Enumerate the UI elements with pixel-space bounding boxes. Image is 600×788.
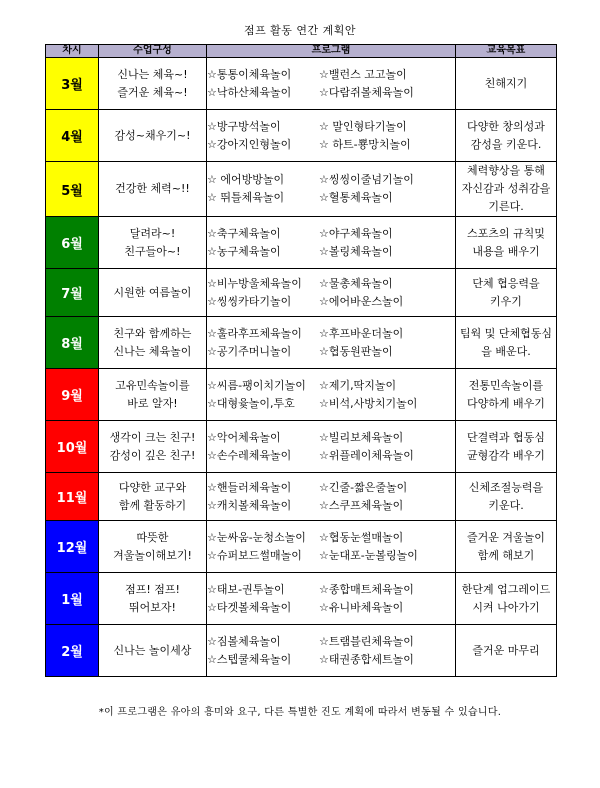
theme-cell bbox=[99, 110, 207, 162]
goal-cell bbox=[456, 269, 557, 317]
goal-line: 체력향상을 통해 bbox=[467, 164, 545, 177]
program-line bbox=[207, 171, 455, 189]
program-item: ☆방구방석놀이 bbox=[207, 119, 281, 133]
goal-cell bbox=[456, 421, 557, 473]
program-line bbox=[207, 599, 455, 617]
program-item: ☆슈퍼보드썰매놀이 bbox=[207, 548, 302, 562]
goal-line: 키우기 bbox=[490, 294, 522, 308]
program-item: ☆트램블린체육놀이 bbox=[319, 634, 414, 648]
program-line bbox=[207, 343, 455, 361]
program-line bbox=[207, 243, 455, 261]
goal-line: 키운다. bbox=[488, 498, 524, 512]
program-line bbox=[207, 84, 455, 102]
theme-line: 겨울놀이해보기! bbox=[113, 548, 192, 562]
program-line bbox=[207, 547, 455, 565]
program-item: ☆악어체육놀이 bbox=[207, 430, 281, 444]
footnote: *이 프로그램은 유아의 흥미와 요구, 다른 특별한 진도 계획에 따라서 변동될 수 있습니다. bbox=[98, 707, 502, 718]
program-line bbox=[207, 136, 455, 154]
program-cell bbox=[207, 162, 456, 217]
theme-line: 친구들아~! bbox=[124, 244, 181, 258]
theme-line: 점프! 점프! bbox=[125, 582, 180, 596]
program-item: ☆ 말인형타기놀이 bbox=[319, 119, 407, 133]
theme-cell bbox=[99, 162, 207, 217]
program-item: ☆훌라후프체육놀이 bbox=[207, 326, 302, 340]
program-item: ☆협동눈썰매놀이 bbox=[319, 530, 404, 544]
month-cell: 10월 bbox=[46, 421, 99, 473]
theme-line: 감성이 깊은 친구! bbox=[109, 448, 196, 462]
program-item: ☆볼링체육놀이 bbox=[319, 244, 393, 258]
theme-line: 다양한 교구와 bbox=[118, 480, 187, 494]
table-row bbox=[46, 369, 557, 421]
program-cell bbox=[207, 573, 456, 625]
program-item: ☆스쿠프체육놀이 bbox=[319, 498, 404, 512]
program-item: ☆강아지인형놀이 bbox=[207, 137, 292, 151]
program-item: ☆타겟볼체육놀이 bbox=[207, 600, 292, 614]
program-item: ☆위플레이체육놀이 bbox=[319, 448, 414, 462]
program-line bbox=[207, 189, 455, 207]
program-line bbox=[207, 293, 455, 311]
annual-plan-table bbox=[45, 44, 557, 677]
header-composition: 수업구성 bbox=[99, 45, 207, 58]
program-cell bbox=[207, 369, 456, 421]
goal-line: 을 배운다. bbox=[481, 344, 531, 358]
goal-line: 전통민속놀이를 bbox=[468, 378, 544, 392]
program-line bbox=[207, 447, 455, 465]
theme-cell bbox=[99, 573, 207, 625]
theme-line: 즐거운 체육~! bbox=[117, 85, 188, 99]
header-goal: 교육목표 bbox=[456, 45, 557, 58]
program-line bbox=[207, 479, 455, 497]
program-cell bbox=[207, 217, 456, 269]
table-row bbox=[46, 317, 557, 369]
program-item: ☆씨름-팽이치기놀이 bbox=[207, 378, 306, 392]
theme-cell bbox=[99, 421, 207, 473]
goal-line: 단체 협응력을 bbox=[472, 276, 540, 290]
program-item: ☆ 에어방방놀이 bbox=[207, 173, 285, 186]
program-item: ☆협동원판놀이 bbox=[319, 344, 393, 358]
program-item: ☆대형윷놀이,투호 bbox=[207, 396, 295, 410]
program-cell bbox=[207, 625, 456, 677]
month-cell: 5월 bbox=[46, 162, 99, 217]
program-line bbox=[207, 497, 455, 515]
theme-cell bbox=[99, 269, 207, 317]
program-line bbox=[207, 325, 455, 343]
theme-cell bbox=[99, 369, 207, 421]
program-item: ☆씽씽카타기놀이 bbox=[207, 294, 292, 308]
program-item: ☆물총체육놀이 bbox=[319, 276, 393, 290]
goal-cell bbox=[456, 369, 557, 421]
theme-line: 뛰어보자! bbox=[129, 600, 176, 614]
program-line bbox=[207, 275, 455, 293]
program-item: ☆혈통체육놀이 bbox=[319, 191, 393, 204]
program-item: ☆농구체육놀이 bbox=[207, 244, 281, 258]
program-cell bbox=[207, 110, 456, 162]
month-cell: 6월 bbox=[46, 217, 99, 269]
program-cell bbox=[207, 521, 456, 573]
program-item: ☆후프바운더놀이 bbox=[319, 326, 404, 340]
goal-line: 균형감각 배우기 bbox=[467, 448, 545, 462]
theme-cell bbox=[99, 625, 207, 677]
goal-line: 즐거운 겨울놀이 bbox=[467, 530, 545, 544]
program-item: ☆종합매트체육놀이 bbox=[319, 582, 414, 596]
program-line bbox=[207, 118, 455, 136]
goal-cell bbox=[456, 625, 557, 677]
table-row bbox=[46, 217, 557, 269]
theme-line: 함께 활동하기 bbox=[118, 498, 187, 512]
program-line bbox=[207, 651, 455, 669]
program-item: ☆핸들러체육놀이 bbox=[207, 480, 292, 494]
program-cell bbox=[207, 58, 456, 110]
table-row bbox=[46, 473, 557, 521]
month-cell: 11월 bbox=[46, 473, 99, 521]
program-item: ☆짐볼체육놀이 bbox=[207, 634, 281, 648]
goal-line: 함께 해보기 bbox=[477, 548, 535, 562]
theme-line: 생각이 크는 친구! bbox=[109, 430, 196, 444]
table-row bbox=[46, 162, 557, 217]
program-item: ☆축구체육놀이 bbox=[207, 226, 281, 240]
program-item: ☆ 뛰틀체육놀이 bbox=[207, 191, 285, 204]
program-item: ☆비석,사방치기놀이 bbox=[319, 396, 418, 410]
program-line bbox=[207, 429, 455, 447]
program-item: ☆긴줄-짧은줄놀이 bbox=[319, 480, 408, 494]
program-item: ☆태보-권투놀이 bbox=[207, 582, 285, 596]
program-item: ☆에어바운스놀이 bbox=[319, 294, 404, 308]
table-row bbox=[46, 625, 557, 677]
program-item: ☆손수레체육놀이 bbox=[207, 448, 292, 462]
program-item: ☆통통이체육놀이 bbox=[207, 67, 292, 81]
month-cell: 9월 bbox=[46, 369, 99, 421]
goal-line: 내용을 배우기 bbox=[472, 244, 540, 258]
program-cell bbox=[207, 473, 456, 521]
program-item: ☆스텝쿨체육놀이 bbox=[207, 652, 292, 666]
program-line bbox=[207, 395, 455, 413]
program-cell bbox=[207, 421, 456, 473]
goal-line: 기른다. bbox=[488, 200, 524, 213]
goal-cell bbox=[456, 317, 557, 369]
program-item: ☆씽씽이줄넘기놀이 bbox=[319, 173, 414, 186]
header-program: 프로그램 bbox=[207, 45, 456, 58]
month-cell: 7월 bbox=[46, 269, 99, 317]
theme-line: 신나는 놀이세상 bbox=[113, 643, 192, 657]
goal-cell bbox=[456, 573, 557, 625]
month-cell: 3월 bbox=[46, 58, 99, 110]
goal-line: 단결력과 협동심 bbox=[467, 430, 545, 444]
program-item: ☆야구체육놀이 bbox=[319, 226, 393, 240]
theme-cell bbox=[99, 217, 207, 269]
month-cell: 12월 bbox=[46, 521, 99, 573]
program-item: ☆태권종합세트놀이 bbox=[319, 652, 414, 666]
goal-line: 다양하게 배우기 bbox=[467, 396, 545, 410]
theme-cell bbox=[99, 473, 207, 521]
goal-line: 팀웍 및 단체협동심 bbox=[459, 326, 552, 340]
theme-cell bbox=[99, 521, 207, 573]
goal-cell bbox=[456, 521, 557, 573]
program-item: ☆제기,딱지놀이 bbox=[319, 378, 397, 392]
table-row bbox=[46, 421, 557, 473]
program-item: ☆유니바체육놀이 bbox=[319, 600, 404, 614]
theme-line: 시원한 여름놀이 bbox=[113, 285, 192, 299]
theme-line: 신나는 체육놀이 bbox=[113, 344, 192, 358]
goal-line: 친해지기 bbox=[484, 76, 528, 90]
theme-line: 친구와 함께하는 bbox=[113, 326, 192, 340]
theme-line: 건강한 체력~!! bbox=[115, 182, 190, 195]
goal-line: 감성을 키운다. bbox=[470, 137, 542, 151]
goal-cell bbox=[456, 217, 557, 269]
month-cell: 2월 bbox=[46, 625, 99, 677]
program-item: ☆낙하산체육놀이 bbox=[207, 85, 292, 99]
program-item: ☆다람쥐볼체육놀이 bbox=[319, 85, 414, 99]
theme-cell bbox=[99, 317, 207, 369]
page-title: 점프 활동 연간 계획안 bbox=[243, 24, 357, 37]
program-line bbox=[207, 377, 455, 395]
program-line bbox=[207, 225, 455, 243]
goal-line: 한단계 업그레이드 bbox=[461, 582, 551, 596]
program-item: ☆ 하트-뿅망치놀이 bbox=[319, 137, 411, 151]
theme-line: 신나는 체육~! bbox=[117, 67, 188, 81]
program-line bbox=[207, 633, 455, 651]
table-row bbox=[46, 58, 557, 110]
goal-line: 신체조절능력을 bbox=[468, 480, 544, 494]
program-cell bbox=[207, 269, 456, 317]
program-cell bbox=[207, 317, 456, 369]
month-cell: 1월 bbox=[46, 573, 99, 625]
table-row bbox=[46, 110, 557, 162]
goal-line: 스포츠의 규칙및 bbox=[467, 226, 545, 240]
goal-line: 다양한 창의성과 bbox=[467, 119, 545, 133]
program-item: ☆눈싸움-눈청소놀이 bbox=[207, 530, 306, 544]
program-item: ☆눈대포-눈볼링놀이 bbox=[319, 548, 418, 562]
month-cell: 8월 bbox=[46, 317, 99, 369]
header-session: 차시 bbox=[46, 45, 99, 58]
program-item: ☆공기주머니놀이 bbox=[207, 344, 292, 358]
theme-line: 감성~채우기~! bbox=[114, 128, 191, 142]
goal-cell bbox=[456, 473, 557, 521]
theme-line: 달려라~! bbox=[129, 226, 176, 240]
goal-line: 시켜 나아가기 bbox=[472, 600, 540, 614]
program-line bbox=[207, 66, 455, 84]
theme-line: 바로 알자! bbox=[127, 396, 178, 410]
goal-cell bbox=[456, 162, 557, 217]
header-row bbox=[46, 45, 557, 58]
program-line bbox=[207, 529, 455, 547]
table-row bbox=[46, 521, 557, 573]
theme-line: 고유민속놀이를 bbox=[115, 378, 190, 392]
program-item: ☆비누방울체육놀이 bbox=[207, 276, 302, 290]
table-row bbox=[46, 573, 557, 625]
goal-cell bbox=[456, 110, 557, 162]
program-line bbox=[207, 581, 455, 599]
goal-line: 즐거운 마무리 bbox=[472, 643, 540, 657]
program-item: ☆캐치볼체육놀이 bbox=[207, 498, 292, 512]
table-row bbox=[46, 269, 557, 317]
theme-cell bbox=[99, 58, 207, 110]
program-item: ☆밸런스 고고놀이 bbox=[319, 67, 407, 81]
theme-line: 따뜻한 bbox=[136, 530, 169, 544]
program-item: ☆빌리보체육놀이 bbox=[319, 430, 404, 444]
goal-line: 자신감과 성취감을 bbox=[461, 182, 551, 195]
month-cell: 4월 bbox=[46, 110, 99, 162]
goal-cell bbox=[456, 58, 557, 110]
